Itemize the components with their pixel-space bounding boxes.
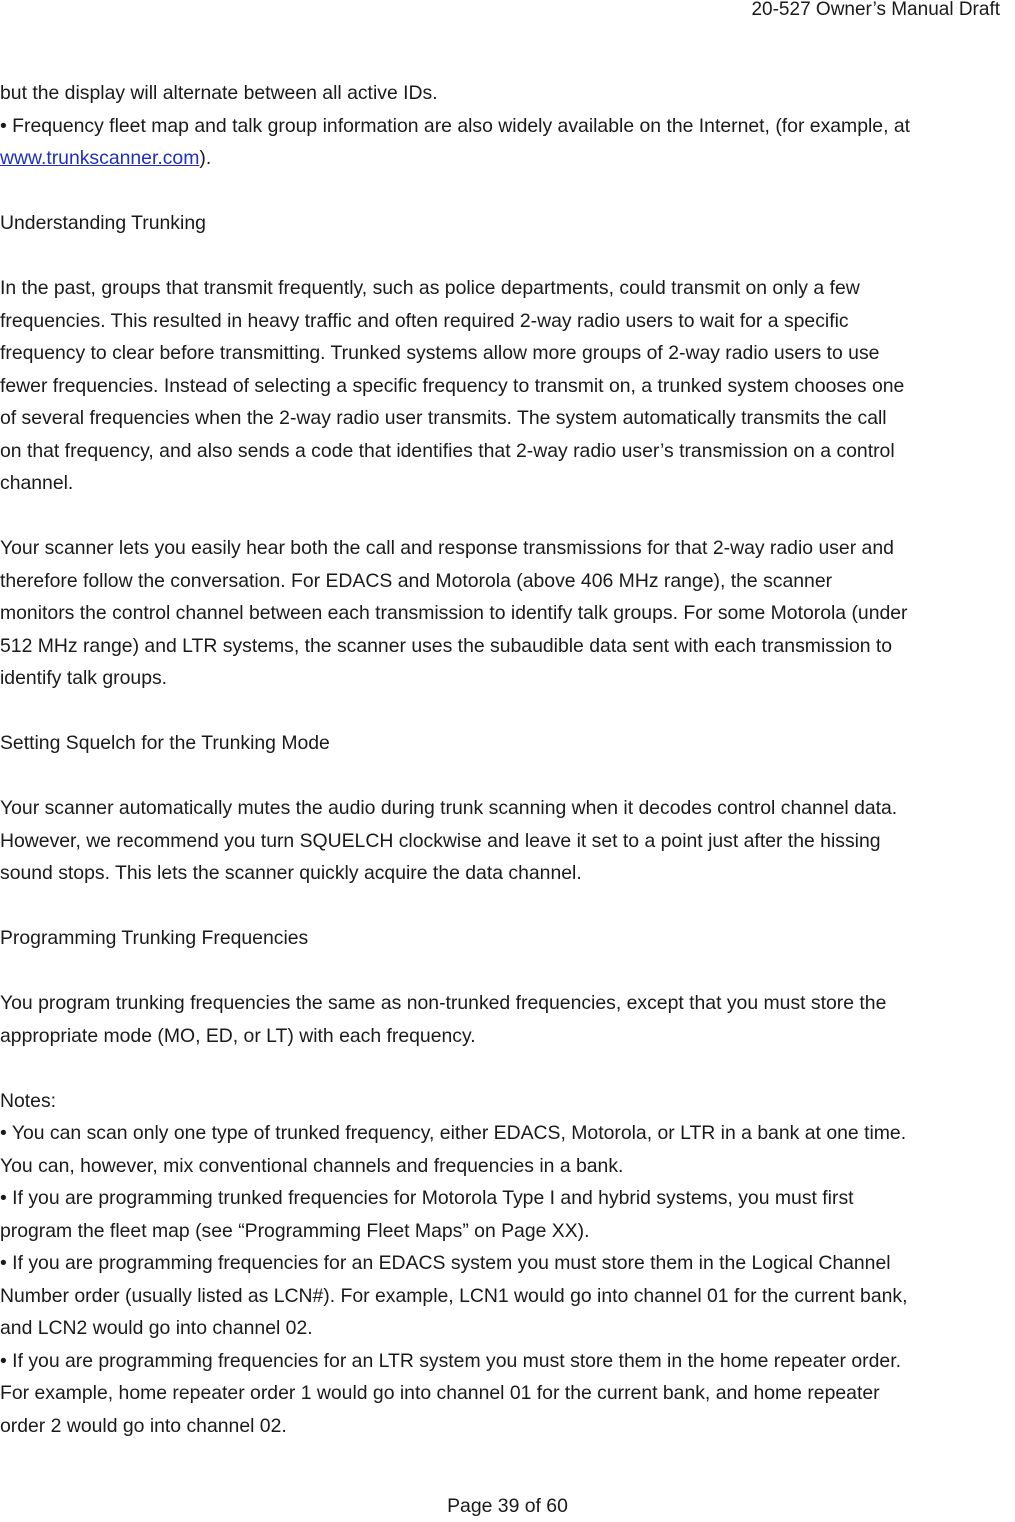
section-heading-understanding: Understanding Trunking: [0, 212, 206, 234]
document-header: 20-527 Owner’s Manual Draft: [751, 0, 1000, 20]
section-heading-squelch: Setting Squelch for the Trunking Mode: [0, 732, 330, 754]
note-line: For example, home repeater order 1 would go into channel 01 for the current bank, and home repeater: [0, 1382, 880, 1404]
note-line: • If you are programming trunked frequencies for Motorola Type I and hybrid systems, you must first: [0, 1187, 854, 1209]
link-suffix: ).: [199, 147, 212, 169]
intro-line: but the display will alternate between all active IDs.: [0, 82, 438, 104]
paragraph-line: Your scanner automatically mutes the audio during trunk scanning when it decodes control channel data.: [0, 797, 898, 819]
spacer: [0, 695, 1015, 728]
paragraph-line: of several frequencies when the 2-way radio user transmits. The system automatically transmits the call: [0, 407, 887, 429]
note-line: program the fleet map (see “Programming Fleet Maps” on Page XX).: [0, 1219, 590, 1242]
paragraph-line: frequencies. This resulted in heavy traffic and often required 2-way radio users to wait for a specific: [0, 309, 849, 332]
intro-link-line: [0, 142, 1015, 175]
paragraph-line: monitors the control channel between each transmission to identify talk groups. For some Motorola (under: [0, 602, 908, 624]
paragraph-line: 512 MHz range) and LTR systems, the scanner uses the subaudible data sent with each transmission to: [0, 634, 893, 657]
trunkscanner-link[interactable]: www.trunkscanner.com: [0, 147, 200, 169]
intro-bullet: • Frequency fleet map and talk group information are also widely available on the Internet, (for example, at: [0, 114, 911, 137]
spacer: [0, 760, 1015, 793]
spacer: [0, 240, 1015, 273]
note-line: order 2 would go into channel 02.: [0, 1414, 287, 1437]
note-line: Number order (usually listed as LCN#). For example, LCN1 would go into channel 01 for the current bank,: [0, 1284, 908, 1307]
paragraph-line: sound stops. This lets the scanner quickly acquire the data channel.: [0, 862, 582, 884]
paragraph-line: Your scanner lets you easily hear both the call and response transmissions for that 2-way radio user and: [0, 537, 894, 559]
note-line: • If you are programming frequencies for an LTR system you must store them in the home repeater order.: [0, 1349, 901, 1372]
paragraph-line: identify talk groups.: [0, 667, 168, 689]
spacer: [0, 1052, 1015, 1085]
section-heading-programming: Programming Trunking Frequencies: [0, 927, 309, 949]
paragraph-line: However, we recommend you turn SQUELCH clockwise and leave it set to a point just after the hissing: [0, 829, 881, 852]
paragraph-line: frequency to clear before transmitting. Trunked systems allow more groups of 2-way radio users to use: [0, 342, 880, 364]
note-line: You can, however, mix conventional channels and frequencies in a bank.: [0, 1154, 624, 1177]
paragraph-line: fewer frequencies. Instead of selecting a specific frequency to transmit on, a trunked system chooses one: [0, 374, 905, 397]
paragraph-line: You program trunking frequencies the same as non-trunked frequencies, except that you must store the: [0, 992, 887, 1014]
spacer: [0, 890, 1015, 923]
spacer: [0, 175, 1015, 208]
paragraph-line: In the past, groups that transmit frequently, such as police departments, could transmit on only a few: [0, 277, 860, 299]
note-line: and LCN2 would go into channel 02.: [0, 1317, 313, 1339]
notes-heading: Notes:: [0, 1089, 57, 1112]
paragraph-line: therefore follow the conversation. For EDACS and Motorola (above 406 MHz range), the scanner: [0, 569, 833, 592]
document-body: [0, 77, 1015, 1442]
note-line: • You can scan only one type of trunked frequency, either EDACS, Motorola, or LTR in a bank at one time.: [0, 1122, 907, 1144]
paragraph-line: channel.: [0, 472, 74, 494]
paragraph-line: appropriate mode (MO, ED, or LT) with each frequency.: [0, 1024, 476, 1047]
page-number: Page 39 of 60: [447, 1495, 568, 1517]
paragraph-line: on that frequency, and also sends a code that identifies that 2-way radio user’s transmission on a control: [0, 439, 895, 462]
spacer: [0, 955, 1015, 988]
note-line: • If you are programming frequencies for an EDACS system you must store them in the Logical Channel: [0, 1252, 891, 1274]
spacer: [0, 500, 1015, 533]
